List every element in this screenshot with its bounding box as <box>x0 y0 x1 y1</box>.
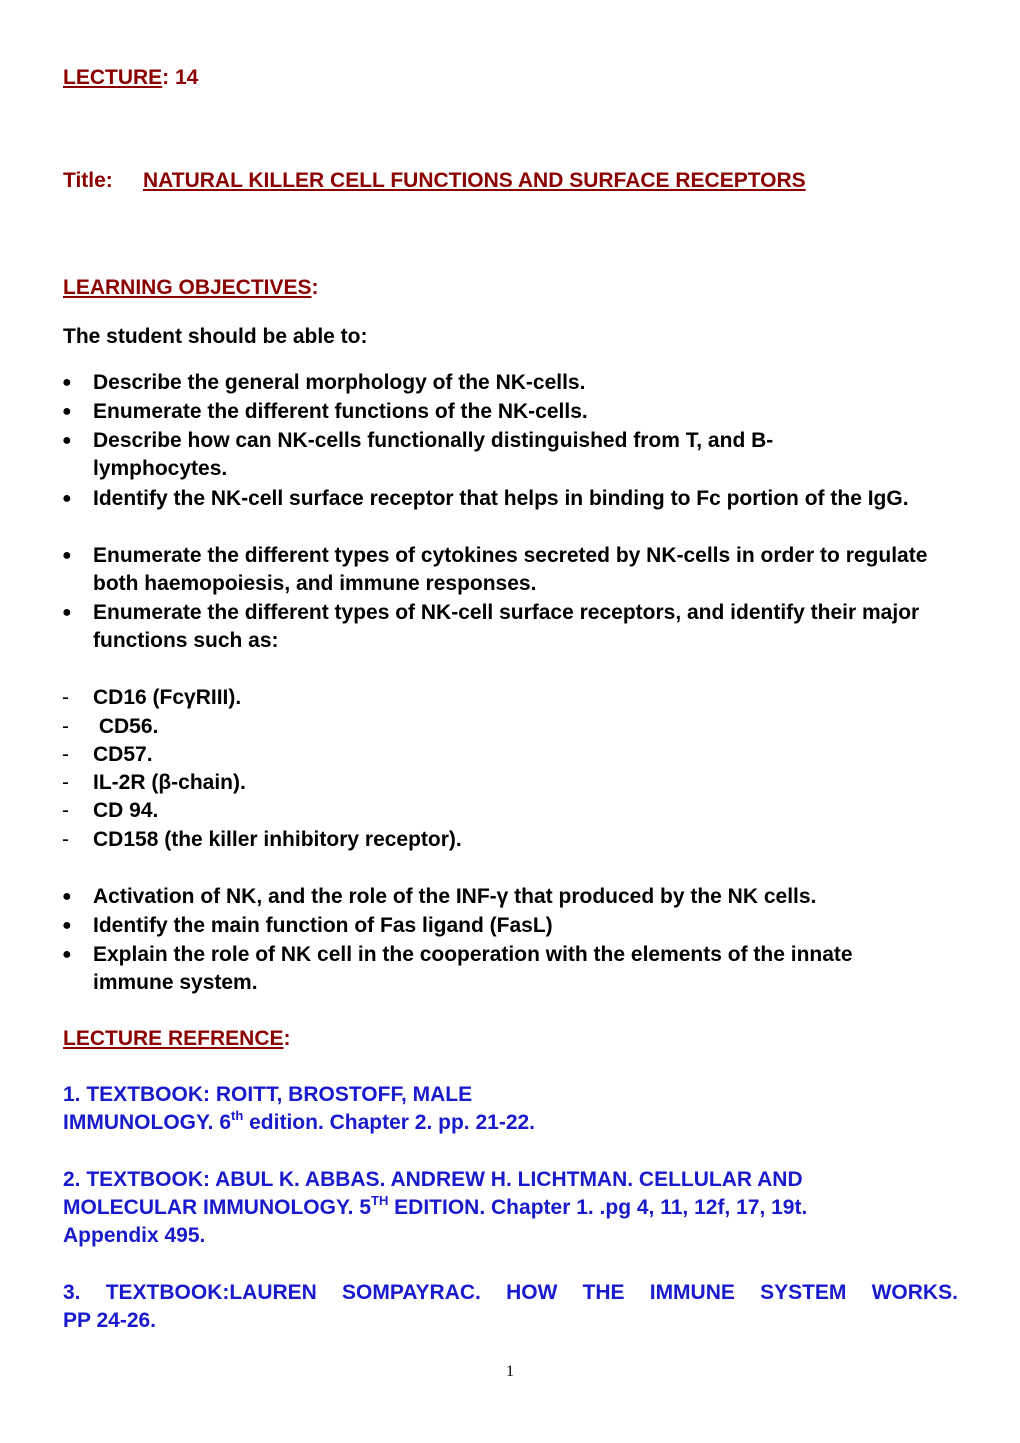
reference-3-word: SOMPAYRAC. <box>342 1281 481 1304</box>
objectives-heading <box>63 276 319 300</box>
receptor-text: CD158 (the killer inhibitory receptor). <box>93 828 462 851</box>
reference-1-details: edition. Chapter 2. pp. 21-22. <box>243 1111 536 1134</box>
reference-3-word: IMMUNE <box>649 1281 735 1304</box>
bullet-icon: ● <box>62 888 72 905</box>
receptor-text: CD57. <box>93 743 153 766</box>
reference-3-line-2: PP 24-26. <box>63 1309 157 1332</box>
bullet-icon: ● <box>62 432 72 449</box>
reference-1-sup: th <box>231 1108 244 1123</box>
reference-2-sup: TH <box>371 1193 389 1208</box>
page-number: 1 <box>506 1363 514 1380</box>
list-item-text: Enumerate the different functions of the NK-cells. <box>93 400 588 423</box>
list-item-text: Enumerate the different types of NK-cell surface receptors, and identify their major functions such as: <box>93 601 920 652</box>
reference-1-title: IMMUNOLOGY. 6 <box>63 1111 232 1134</box>
title-label: Title: <box>63 169 113 192</box>
bullet-icon: ● <box>62 374 72 391</box>
reference-3-word: TEXTBOOK:LAUREN <box>105 1281 317 1304</box>
bullet-icon: ● <box>62 604 72 621</box>
reference-3-word: THE <box>582 1281 625 1304</box>
reference-2-line-1: 2. TEXTBOOK: ABUL K. ABBAS. ANDREW H. LICHTMAN. CELLULAR AND <box>63 1168 803 1191</box>
dash-icon: - <box>62 828 69 851</box>
reference-3-word: SYSTEM <box>760 1281 847 1304</box>
reference-1-line-2 <box>63 1108 536 1135</box>
bullet-icon: ● <box>62 547 72 564</box>
dash-icon: - <box>62 799 69 822</box>
list-item-text: Activation of NK, and the role of the INF-γ that produced by the NK cells. <box>93 885 817 908</box>
list-item-text: Explain the role of NK cell in the cooperation with the elements of the innate immune system. <box>93 943 853 994</box>
reference-1-line-1: 1. TEXTBOOK: ROITT, BROSTOFF, MALE <box>63 1083 473 1106</box>
receptor-text: CD16 (FcγRIII). <box>93 686 242 709</box>
bullet-icon: ● <box>62 917 72 934</box>
reference-2-details: EDITION. Chapter 1. .pg 4, 11, 12f, 17, 19t. <box>388 1196 808 1219</box>
list-item-text: Identify the main function of Fas ligand (FasL) <box>93 914 553 937</box>
dash-icon: - <box>62 686 69 709</box>
reference-heading-text: LECTURE REFRENCE <box>63 1027 284 1050</box>
reference-2-line-2 <box>63 1193 808 1220</box>
objectives-intro: The student should be able to: <box>63 325 368 348</box>
receptor-text: IL-2R (β-chain). <box>93 771 246 794</box>
dash-icon: - <box>62 771 69 794</box>
lecture-number <box>63 66 198 90</box>
reference-2-line-3: Appendix 495. <box>63 1224 206 1247</box>
receptor-text: CD56. <box>93 715 159 738</box>
bullet-icon: ● <box>62 946 72 963</box>
dash-icon: - <box>62 715 69 738</box>
objectives-heading-colon: : <box>311 276 319 299</box>
reference-2-title: MOLECULAR IMMUNOLOGY. 5 <box>63 1196 371 1219</box>
reference-heading <box>63 1027 291 1051</box>
lecture-label: LECTURE <box>63 66 163 89</box>
lecture-suffix: : 14 <box>162 66 199 89</box>
list-item-text: Identify the NK-cell surface receptor that helps in binding to Fc portion of the IgG. <box>93 487 909 510</box>
receptor-text: CD 94. <box>93 799 159 822</box>
reference-3-word: 3. <box>63 1281 81 1304</box>
reference-3-line-1 <box>63 1281 958 1305</box>
dash-icon: - <box>62 743 69 766</box>
page-title: NATURAL KILLER CELL FUNCTIONS AND SURFACE RECEPTORS <box>143 169 806 192</box>
bullet-icon: ● <box>62 490 72 507</box>
list-item-text: Describe the general morphology of the NK-cells. <box>93 371 586 394</box>
list-item-text: Enumerate the different types of cytokines secreted by NK-cells in order to regulate both haemopoiesis, and immune responses. <box>93 544 928 595</box>
reference-3-word: WORKS. <box>871 1281 958 1304</box>
reference-3-word: HOW <box>506 1281 558 1304</box>
bullet-icon: ● <box>62 403 72 420</box>
reference-heading-colon: : <box>283 1027 291 1050</box>
objectives-heading-text: LEARNING OBJECTIVES <box>63 276 312 299</box>
list-item-text: Describe how can NK-cells functionally distinguished from T, and B-lymphocytes. <box>93 429 774 480</box>
